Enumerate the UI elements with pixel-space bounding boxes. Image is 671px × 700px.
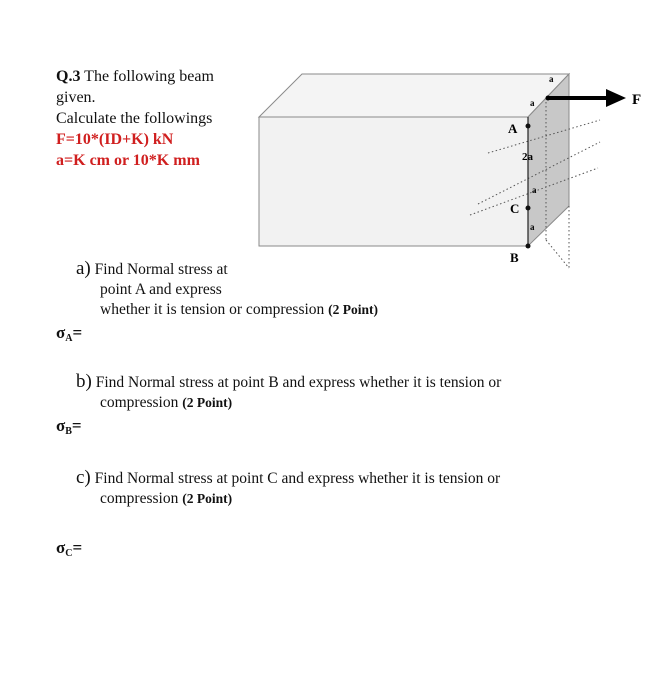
- sigma-c-symbol: σ: [56, 538, 66, 557]
- part-a-line3: [76, 300, 378, 320]
- sigma-c-answer: [56, 538, 82, 559]
- sigma-c-equals: =: [72, 538, 83, 557]
- question-number: Q.3: [56, 68, 81, 85]
- point-b-marker: [526, 244, 531, 249]
- sigma-a-equals: =: [72, 323, 83, 342]
- question-intro-line3: Calculate the followings: [56, 110, 213, 127]
- sigma-b-answer: [56, 416, 82, 437]
- sigma-a-answer: [56, 323, 82, 344]
- sigma-a-subscript: A: [65, 333, 73, 344]
- dim-a-low-label: a: [530, 222, 535, 232]
- part-a-line2: point A and express: [100, 281, 222, 298]
- sigma-b-symbol: σ: [56, 416, 66, 435]
- question-intro-line2: given.: [56, 89, 96, 106]
- sigma-c-subscript: C: [65, 548, 73, 559]
- part-b-line1: [76, 372, 501, 393]
- part-c-letter: c): [76, 467, 91, 488]
- beam-front-face: [259, 117, 528, 246]
- point-c-label: C: [510, 201, 520, 216]
- sigma-a-symbol: σ: [56, 323, 66, 342]
- part-a: [76, 259, 378, 320]
- beam-top-face: [259, 74, 569, 117]
- part-b-line2: [76, 393, 501, 413]
- part-c-line2: [76, 489, 500, 509]
- point-a-label: A: [508, 121, 518, 136]
- force-label: F: [632, 92, 642, 108]
- force-application-point: [546, 96, 551, 101]
- point-b-label: B: [510, 250, 519, 265]
- part-c-text1: Find Normal stress at point C and express whether it is tension or: [94, 470, 501, 487]
- part-c: [76, 468, 500, 509]
- sigma-b-equals: =: [71, 416, 82, 435]
- dim-a-mid-label: a: [532, 185, 537, 195]
- point-c-marker: [526, 206, 531, 211]
- dim-a-side-label: a: [530, 98, 535, 108]
- part-b-text2: compression: [100, 394, 179, 411]
- part-a-points: (2 Point): [328, 302, 379, 317]
- part-b-letter: b): [76, 371, 92, 392]
- part-b: [76, 372, 501, 413]
- part-a-text1: Find Normal stress at: [94, 261, 228, 278]
- part-b-points: (2 Point): [182, 395, 233, 410]
- dim-a-top-label: a: [549, 74, 554, 84]
- part-c-points: (2 Point): [182, 491, 233, 506]
- force-arrow-head: [606, 89, 626, 107]
- dim-2a-label: 2a: [522, 151, 533, 163]
- part-a-text3: whether it is tension or compression: [100, 301, 325, 318]
- question-intro-text: The following beam: [84, 68, 214, 85]
- sigma-b-subscript: B: [65, 426, 72, 437]
- part-c-text2: compression: [100, 490, 179, 507]
- a-formula: a=K cm or 10*K mm: [56, 152, 200, 169]
- part-a-line1: [76, 259, 378, 280]
- part-a-letter: a): [76, 258, 91, 279]
- part-b-text1: Find Normal stress at point B and express whether it is tension or: [95, 374, 502, 391]
- force-formula: F=10*(ID+K) kN: [56, 131, 174, 148]
- point-a-marker: [526, 124, 531, 129]
- part-c-line1: [76, 468, 500, 489]
